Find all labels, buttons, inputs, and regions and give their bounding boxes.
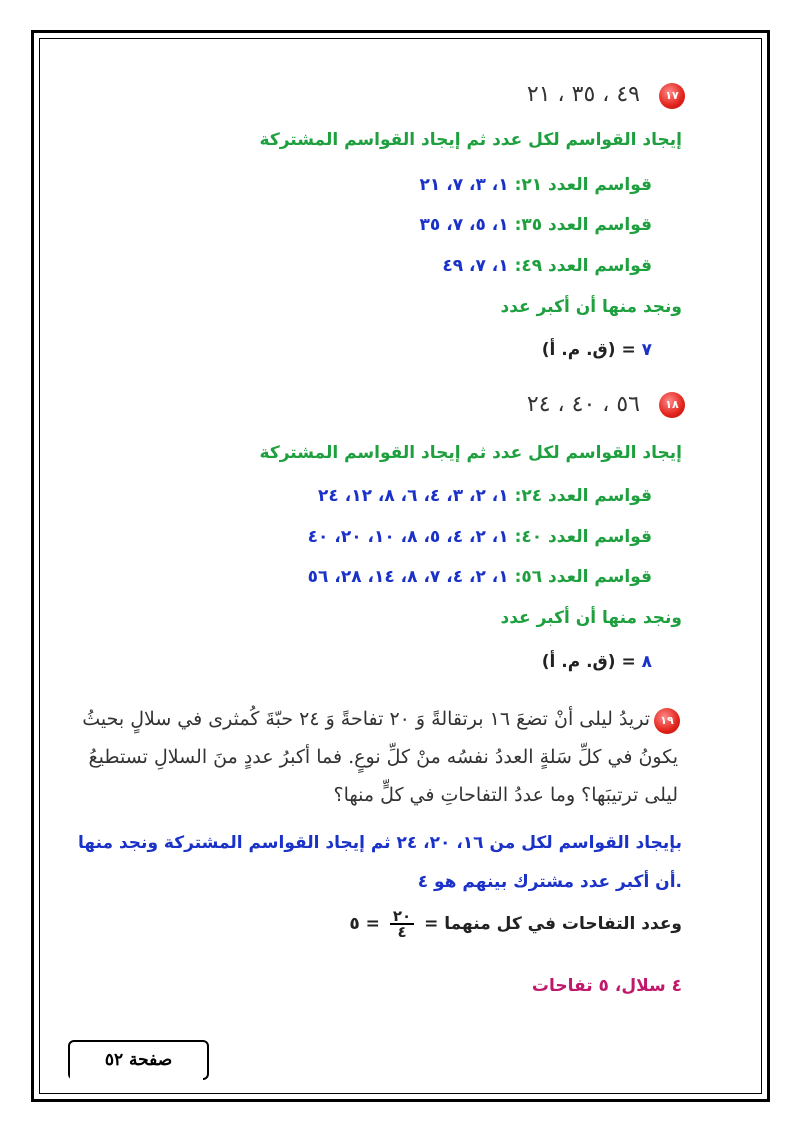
problem-numbers: ٥٦ ، ٤٠ ، ٢٤ [526, 392, 640, 417]
problem-numbers: ٤٩ ، ٣٥ ، ٢١ [526, 82, 640, 107]
divisors-values: ١، ٥، ٧، ٣٥ [419, 215, 509, 235]
divisors-row [420, 215, 652, 235]
gcd-answer [542, 652, 652, 672]
answer-value: ٨ [641, 652, 652, 672]
page-number-label: صفحة ٥٢ [68, 1040, 209, 1080]
apples-result: = ٥ [349, 914, 380, 934]
conclusion-text: ونجد منها أن أكبر عدد [500, 297, 682, 317]
problem-intro: إيجاد القواسم لكل عدد ثم إيجاد القواسم المشتركة [259, 443, 682, 463]
divisors-label: قواسم العدد ٢٤: [508, 486, 652, 506]
apples-text: وعدد التفاحات في كل منهما = [418, 914, 682, 934]
answer-value: ٧ [641, 340, 652, 360]
solution-text: بإيجاد القواسم لكل من ١٦، ٢٠، ٢٤ ثم إيجاد القواسم المشتركة ونجد منها [78, 833, 682, 853]
answer-label: (ق. م. أ) = [541, 340, 642, 360]
problem-text-line: تريدُ ليلى أنْ تضعَ ١٦ برتقالةً وَ ٢٠ تفاحةً وَ ٢٤ حبّةَ كُمثرى في سلالٍ بحيثُ [82, 708, 650, 730]
divisors-label: قواسم العدد ٤٠: [508, 527, 652, 547]
divisors-row [308, 567, 652, 587]
problem-number-badge: ١٨ [659, 392, 685, 418]
divisors-label: قواسم العدد ٤٩: [508, 256, 652, 276]
divisors-row [318, 486, 652, 506]
answer-label: (ق. م. أ) = [541, 652, 642, 672]
fraction-numerator: ٢٠ [390, 909, 414, 925]
divisors-label: قواسم العدد ٣٥: [508, 215, 652, 235]
final-answer: ٤ سلال، ٥ تفاحات [531, 976, 682, 996]
page-tab-cover [70, 1072, 203, 1080]
gcd-answer [542, 340, 652, 360]
divisors-values: ١، ٧، ٤٩ [442, 256, 509, 276]
divisors-values: ١، ٢، ٤، ٧، ٨، ١٤، ٢٨، ٥٦ [307, 567, 509, 587]
apples-calculation [349, 909, 682, 939]
problem-text-line: يكونُ في كلِّ سَلةٍ العددُ نفسُه منْ كلِّ نوعٍ. فما أكبرُ عددٍ منَ السلالِ تستطيعُ [88, 746, 678, 768]
divisors-label: قواسم العدد ٥٦: [508, 567, 652, 587]
divisors-values: ١، ٣، ٧، ٢١ [419, 175, 509, 195]
problem-intro: إيجاد القواسم لكل عدد ثم إيجاد القواسم المشتركة [259, 130, 682, 150]
divisors-values: ١، ٢، ٣، ٤، ٦، ٨، ١٢، ٢٤ [318, 486, 509, 506]
divisors-row [420, 175, 652, 195]
divisors-row [442, 256, 652, 276]
fraction [390, 909, 414, 939]
problem-number-badge: ١٩ [654, 708, 680, 734]
solution-text: أن أكبر عدد مشترك بينهم هو ٤. [417, 872, 682, 892]
problem-number-badge: ١٧ [659, 83, 685, 109]
conclusion-text: ونجد منها أن أكبر عدد [500, 608, 682, 628]
divisors-values: ١، ٢، ٤، ٥، ٨، ١٠، ٢٠، ٤٠ [307, 527, 509, 547]
divisors-row [308, 527, 652, 547]
divisors-label: قواسم العدد ٢١: [508, 175, 652, 195]
problem-text-line: ليلى ترتيبَها؟ وما عددُ التفاحاتِ في كلٍّ منها؟ [333, 784, 678, 806]
fraction-denominator: ٤ [397, 923, 407, 941]
